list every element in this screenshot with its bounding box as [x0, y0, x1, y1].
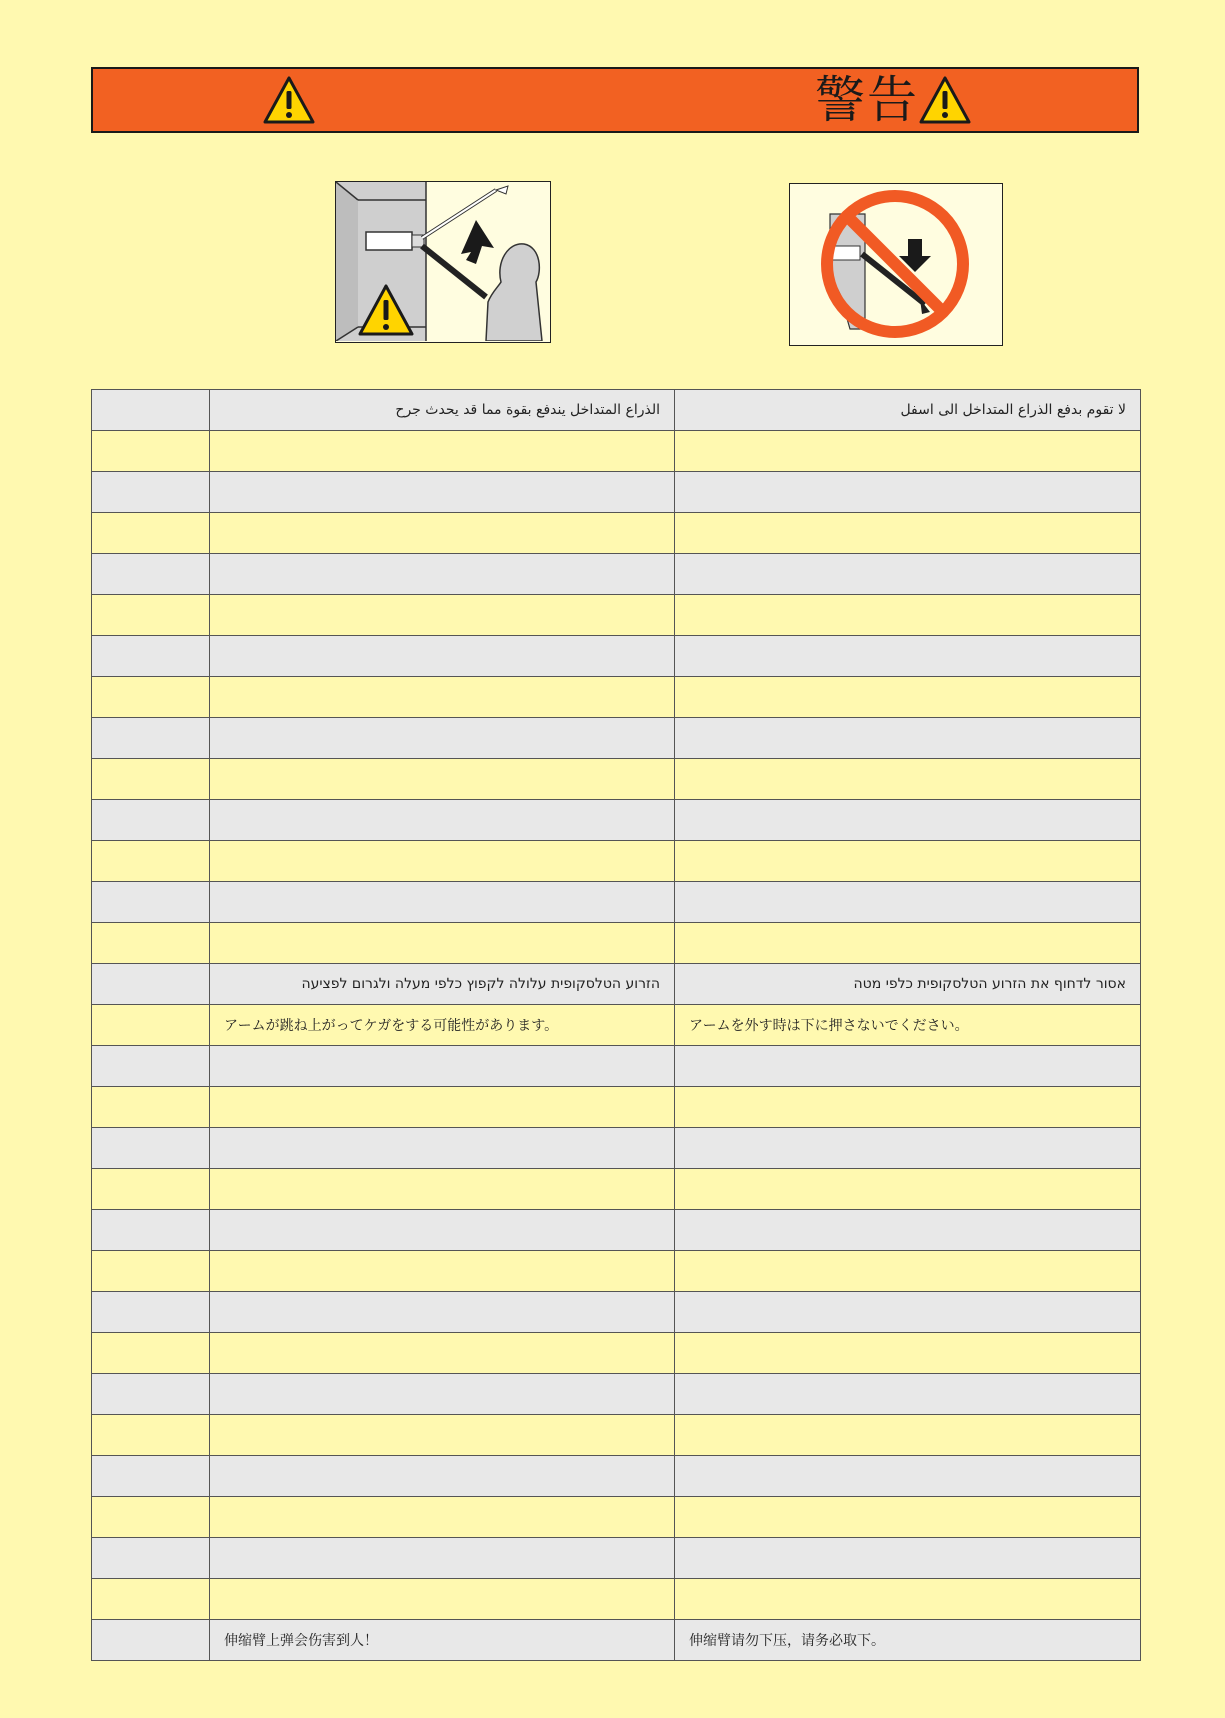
language-cell [92, 1497, 210, 1538]
instruction-text-cell [675, 923, 1141, 964]
banner-title: 警告 [815, 71, 919, 129]
instruction-text-cell: لا تقوم بدفع الذراع المتداخل الى اسفل [675, 390, 1141, 431]
instruction-text-cell [675, 1497, 1141, 1538]
hazard-text-cell [210, 1374, 675, 1415]
instruction-text-cell [675, 1292, 1141, 1333]
warning-triangle-icon [919, 76, 971, 124]
instruction-text-cell [675, 1087, 1141, 1128]
hazard-text-cell [210, 1497, 675, 1538]
hazard-text-cell [210, 595, 675, 636]
language-cell [92, 431, 210, 472]
table-row [92, 1046, 1141, 1087]
language-cell [92, 964, 210, 1005]
table-row [92, 1210, 1141, 1251]
hazard-text-cell [210, 718, 675, 759]
warning-triangle-icon [263, 76, 315, 124]
language-cell [92, 759, 210, 800]
language-cell [92, 1374, 210, 1415]
instruction-text-cell [675, 677, 1141, 718]
table-row [92, 923, 1141, 964]
table-row [92, 636, 1141, 677]
table-row [92, 1620, 1141, 1661]
hazard-text-cell [210, 1251, 675, 1292]
instruction-text-cell [675, 718, 1141, 759]
language-cell [92, 595, 210, 636]
hazard-text-cell [210, 472, 675, 513]
language-cell [92, 513, 210, 554]
table-row [92, 882, 1141, 923]
table-row [92, 1169, 1141, 1210]
table-row [92, 1579, 1141, 1620]
instruction-text-cell [675, 1374, 1141, 1415]
instruction-text-cell [675, 1538, 1141, 1579]
table-row [92, 1415, 1141, 1456]
language-cell [92, 1456, 210, 1497]
hazard-text-cell [210, 513, 675, 554]
table-row [92, 718, 1141, 759]
hazard-text-cell [210, 923, 675, 964]
do-not-push-down-prohibition-illustration [789, 183, 1003, 346]
language-cell [92, 1538, 210, 1579]
language-cell [92, 1210, 210, 1251]
instruction-text-cell [675, 472, 1141, 513]
language-cell [92, 1579, 210, 1620]
instruction-text-cell [675, 1579, 1141, 1620]
hazard-text-cell [210, 1415, 675, 1456]
language-cell [92, 1333, 210, 1374]
instruction-text-cell [675, 759, 1141, 800]
language-cell [92, 1251, 210, 1292]
table-row [92, 1005, 1141, 1046]
language-cell [92, 472, 210, 513]
hazard-text-cell [210, 1456, 675, 1497]
language-cell [92, 1128, 210, 1169]
hazard-text-cell [210, 1169, 675, 1210]
hazard-text-cell [210, 1333, 675, 1374]
table-row [92, 841, 1141, 882]
language-cell [92, 1415, 210, 1456]
instruction-text-cell: アームを外す時は下に押さないでください。 [675, 1005, 1141, 1046]
hazard-text-cell [210, 431, 675, 472]
instruction-text-cell [675, 1333, 1141, 1374]
instruction-text-cell [675, 513, 1141, 554]
hazard-text-cell [210, 841, 675, 882]
language-cell [92, 1620, 210, 1661]
instruction-text-cell [675, 1456, 1141, 1497]
table-row [92, 390, 1141, 431]
instruction-text-cell: אסור לדחוף את הזרוע הטלסקופית כלפי מטה [675, 964, 1141, 1005]
language-cell [92, 1046, 210, 1087]
instruction-text-cell: 伸缩臂请勿下压，请务必取下。 [675, 1620, 1141, 1661]
translation-table [91, 389, 1141, 1661]
instruction-text-cell [675, 431, 1141, 472]
table-row [92, 431, 1141, 472]
hazard-text-cell [210, 1292, 675, 1333]
table-row [92, 1333, 1141, 1374]
language-cell [92, 636, 210, 677]
table-row [92, 1456, 1141, 1497]
warning-banner [91, 67, 1139, 133]
table-row [92, 759, 1141, 800]
hazard-text-cell: הזרוע הטלסקופית עלולה לקפוץ כלפי מעלה ולגרום לפציעה [210, 964, 675, 1005]
table-row [92, 1374, 1141, 1415]
hazard-text-cell [210, 1046, 675, 1087]
table-row [92, 554, 1141, 595]
table-row [92, 1497, 1141, 1538]
table-row [92, 1251, 1141, 1292]
hazard-text-cell [210, 1210, 675, 1251]
table-row [92, 472, 1141, 513]
instruction-text-cell [675, 800, 1141, 841]
language-cell [92, 882, 210, 923]
hazard-text-cell: アームが跳ね上がってケガをする可能性があります。 [210, 1005, 675, 1046]
arm-springs-up-warning-illustration [335, 181, 551, 343]
table-row [92, 1128, 1141, 1169]
language-cell [92, 718, 210, 759]
instruction-text-cell [675, 636, 1141, 677]
language-cell [92, 923, 210, 964]
language-cell [92, 1087, 210, 1128]
table-row [92, 677, 1141, 718]
hazard-text-cell [210, 1128, 675, 1169]
hazard-text-cell: الذراع المتداخل يندفع بقوة مما قد يحدث جرح [210, 390, 675, 431]
language-cell [92, 1169, 210, 1210]
table-row [92, 595, 1141, 636]
hazard-text-cell [210, 800, 675, 841]
instruction-text-cell [675, 1169, 1141, 1210]
instruction-text-cell [675, 1415, 1141, 1456]
hazard-text-cell [210, 1579, 675, 1620]
table-row [92, 1292, 1141, 1333]
instruction-text-cell [675, 595, 1141, 636]
language-cell [92, 841, 210, 882]
hazard-text-cell [210, 759, 675, 800]
language-cell [92, 677, 210, 718]
instruction-text-cell [675, 554, 1141, 595]
instruction-text-cell [675, 1210, 1141, 1251]
hazard-text-cell: 伸缩臂上弹会伤害到人！ [210, 1620, 675, 1661]
table-row [92, 1087, 1141, 1128]
instruction-text-cell [675, 841, 1141, 882]
language-cell [92, 1292, 210, 1333]
instruction-text-cell [675, 882, 1141, 923]
instruction-text-cell [675, 1251, 1141, 1292]
table-row [92, 800, 1141, 841]
table-row [92, 513, 1141, 554]
language-cell [92, 390, 210, 431]
hazard-text-cell [210, 554, 675, 595]
instruction-text-cell [675, 1046, 1141, 1087]
language-cell [92, 554, 210, 595]
hazard-text-cell [210, 1538, 675, 1579]
language-cell [92, 800, 210, 841]
hazard-text-cell [210, 1087, 675, 1128]
hazard-text-cell [210, 882, 675, 923]
instruction-text-cell [675, 1128, 1141, 1169]
table-row [92, 1538, 1141, 1579]
hazard-text-cell [210, 677, 675, 718]
hazard-text-cell [210, 636, 675, 677]
table-row [92, 964, 1141, 1005]
language-cell [92, 1005, 210, 1046]
